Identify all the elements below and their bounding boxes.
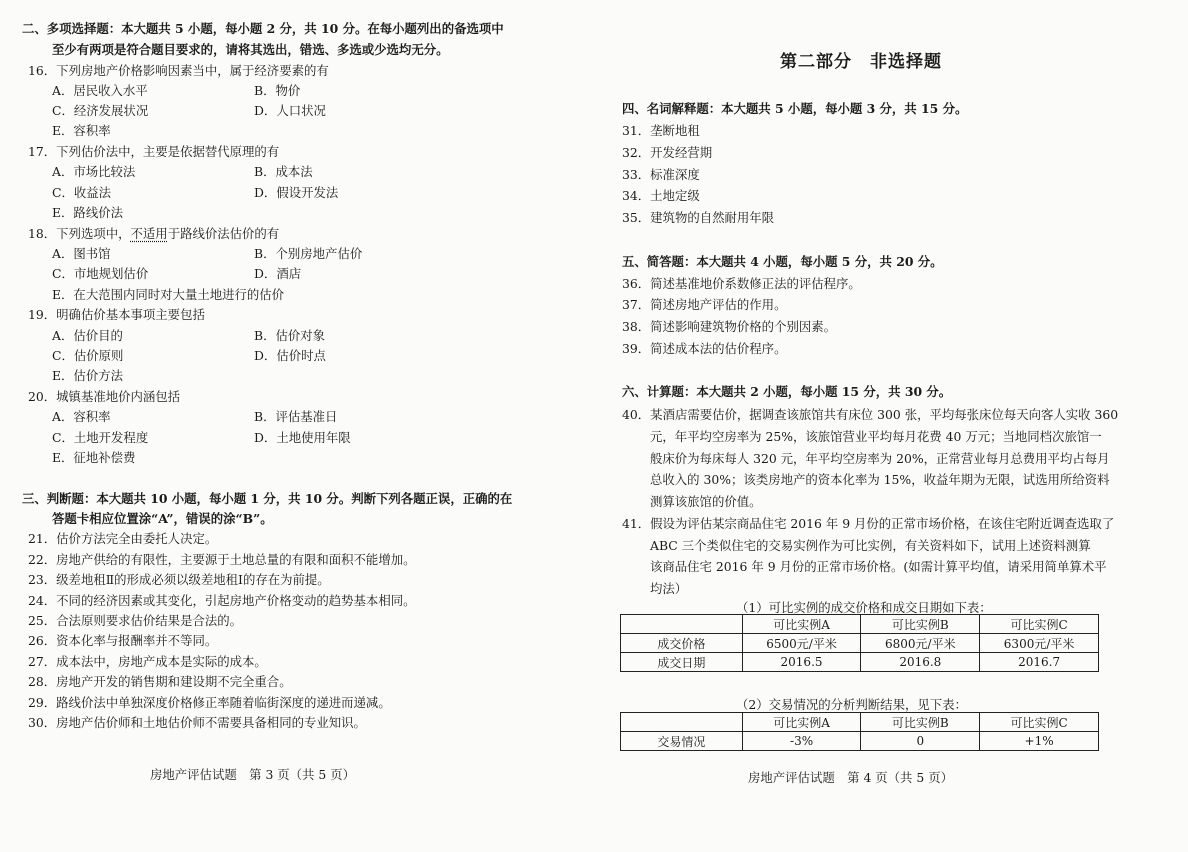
table-cell: 可比实例B xyxy=(861,713,980,732)
question-38: 38．简述影响建筑物价格的个别因素。 xyxy=(622,319,837,334)
question-24: 24．不同的经济因素或其变化，引起房地产价格变动的趋势基本相同。 xyxy=(28,593,416,608)
section-4-title: 四、名词解释题：本大题共 5 小题，每小题 3 分，共 15 分。 xyxy=(622,101,968,116)
q18-option-b: B．个别房地产估价 xyxy=(254,246,363,261)
q17-option-c: C．收益法 xyxy=(52,185,112,200)
q17-option-a: A．市场比较法 xyxy=(52,164,136,179)
q18-option-e: E．在大范围内同时对大量土地进行的估价 xyxy=(52,287,285,302)
question-29: 29．路线价法中单独深度价格修正率随着临街深度的递进而递减。 xyxy=(28,695,391,710)
table-cell: 可比实例C xyxy=(980,615,1099,634)
question-40-line2: 元，年平均空房率为 25%，该旅馆营业平均每月花费 40 万元；当地同档次旅馆一 xyxy=(650,429,1102,444)
q19-option-a: A．估价目的 xyxy=(52,328,123,343)
q18-option-a: A．图书馆 xyxy=(52,246,111,261)
q17-option-b: B．成本法 xyxy=(254,164,313,179)
question-40-line1: 40．某酒店需要估价，据调查该旅馆共有床位 300 张，平均每张床位每天向客人实收 360 xyxy=(622,407,1119,422)
right-page xyxy=(594,0,1188,852)
q17-option-e: E．路线价法 xyxy=(52,205,123,220)
question-17: 17．下列估价法中，主要是依据替代原理的有 xyxy=(28,144,280,159)
table-cell: 6300元/平米 xyxy=(980,634,1099,653)
page-footer-3: 房地产评估试题 第 3 页（共 5 页） xyxy=(150,767,355,782)
page-footer-4: 房地产评估试题 第 4 页（共 5 页） xyxy=(748,770,953,785)
question-26: 26．资本化率与报酬率并不等同。 xyxy=(28,633,218,648)
q20-option-d: D．土地使用年限 xyxy=(254,430,351,445)
q18-emphasis: 不适用 xyxy=(130,226,168,241)
q20-option-b: B．评估基准日 xyxy=(254,409,338,424)
q16-option-c: C．经济发展状况 xyxy=(52,103,149,118)
table-cell: +1% xyxy=(980,732,1099,751)
table-cell: 6800元/平米 xyxy=(861,634,980,653)
q19-option-b: B．估价对象 xyxy=(254,328,326,343)
table-cell: 交易情况 xyxy=(621,732,743,751)
table-1-header-row xyxy=(621,615,1099,634)
question-41-line3: 该商品住宅 2016 年 9 月份的正常市场价格。(如需计算平均值，请采用简单算术平 xyxy=(650,559,1107,574)
table-row xyxy=(621,653,1099,672)
table-cell: 可比实例B xyxy=(861,615,980,634)
q18-option-d: D．酒店 xyxy=(254,266,302,281)
question-21: 21．估价方法完全由委托人决定。 xyxy=(28,531,218,546)
question-41-line1: 41．假设为评估某宗商品住宅 2016 年 9 月份的正常市场价格，在该住宅附近调查选取了 xyxy=(622,516,1115,531)
q16-option-b: B．物价 xyxy=(254,83,301,98)
q17-option-d: D．假设开发法 xyxy=(254,185,339,200)
section-3-title-line2: 答题卡相应位置涂“A”，错误的涂“B”。 xyxy=(52,511,273,526)
q18-text-pre: 18．下列选项中， xyxy=(28,226,131,241)
q16-option-a: A．居民收入水平 xyxy=(52,83,148,98)
question-28: 28．房地产开发的销售期和建设期不完全重合。 xyxy=(28,674,292,689)
q19-option-e: E．估价方法 xyxy=(52,368,123,383)
q18-option-c: C．市地规划估价 xyxy=(52,266,149,281)
q20-option-a: A．容积率 xyxy=(52,409,111,424)
table-cell: 0 xyxy=(861,732,980,751)
question-30: 30．房地产估价师和土地估价师不需要具备相同的专业知识。 xyxy=(28,715,366,730)
table-cell: 成交日期 xyxy=(621,653,743,672)
question-40-line3: 般床价为每床每人 320 元，年平均空房率为 20%，正常营业每月总费用平均占每月 xyxy=(650,451,1110,466)
question-39: 39．简述成本法的估价程序。 xyxy=(622,341,787,356)
section-2-title-line2: 至少有两项是符合题目要求的，请将其选出，错选、多选或少选均无分。 xyxy=(52,42,449,57)
table-cell: 2016.7 xyxy=(980,653,1099,672)
question-41-line2: ABC 三个类似住宅的交易实例作为可比实例，有关资料如下，试用上述资料测算 xyxy=(650,538,1091,553)
table-2-header-row xyxy=(621,713,1099,732)
q19-option-c: C．估价原则 xyxy=(52,348,124,363)
table-cell xyxy=(621,713,743,732)
section-2-title: 二、多项选择题：本大题共 5 小题，每小题 2 分，共 10 分。在每小题列出的备选项中 xyxy=(22,21,504,36)
q18-text-post: 于路线价法估价的有 xyxy=(167,226,280,241)
question-31: 31．垄断地租 xyxy=(622,123,700,138)
table-2-caption: （2）交易情况的分析判断结果，见下表： xyxy=(736,697,967,712)
question-34: 34．土地定级 xyxy=(622,188,700,203)
table-cell: 可比实例C xyxy=(980,713,1099,732)
question-33: 33．标准深度 xyxy=(622,167,700,182)
table-1-caption: （1）可比实例的成交价格和成交日期如下表： xyxy=(736,600,992,615)
question-35: 35．建筑物的自然耐用年限 xyxy=(622,210,775,225)
part-2-title: 第二部分 非选择题 xyxy=(780,52,942,72)
table-cell: 6500元/平米 xyxy=(742,634,861,653)
q16-option-e: E．容积率 xyxy=(52,123,111,138)
question-27: 27．成本法中，房地产成本是实际的成本。 xyxy=(28,654,267,669)
question-40-line5: 测算该旅馆的价值。 xyxy=(650,494,762,509)
question-25: 25．合法原则要求估价结果是合法的。 xyxy=(28,613,243,628)
table-cell xyxy=(621,615,743,634)
section-5-title: 五、简答题：本大题共 4 小题，每小题 5 分，共 20 分。 xyxy=(622,254,943,269)
table-cell: 可比实例A xyxy=(742,713,861,732)
section-6-title: 六、计算题：本大题共 2 小题，每小题 15 分，共 30 分。 xyxy=(622,384,952,399)
table-cell: 2016.5 xyxy=(742,653,861,672)
q20-option-e: E．征地补偿费 xyxy=(52,450,136,465)
q20-option-c: C．土地开发程度 xyxy=(52,430,149,445)
table-row xyxy=(621,634,1099,653)
table-row xyxy=(621,732,1099,751)
table-cell: 成交价格 xyxy=(621,634,743,653)
question-20: 20．城镇基准地价内涵包括 xyxy=(28,389,181,404)
q16-option-d: D．人口状况 xyxy=(254,103,326,118)
table-1 xyxy=(620,614,1099,672)
section-3-title: 三、判断题：本大题共 10 小题，每小题 1 分，共 10 分。判断下列各题正误，正确的在 xyxy=(22,491,513,506)
table-cell: 可比实例A xyxy=(742,615,861,634)
question-41-line4: 均法） xyxy=(650,581,688,596)
table-cell: 2016.8 xyxy=(861,653,980,672)
question-19: 19．明确估价基本事项主要包括 xyxy=(28,307,205,322)
question-23: 23．级差地租Ⅱ的形成必须以级差地租Ⅰ的存在为前提。 xyxy=(28,572,330,587)
question-37: 37．简述房地产评估的作用。 xyxy=(622,297,787,312)
question-36: 36．简述基准地价系数修正法的评估程序。 xyxy=(622,276,861,291)
q19-option-d: D．估价时点 xyxy=(254,348,326,363)
question-18 xyxy=(28,225,279,242)
question-40-line4: 总收入的 30%；该类房地产的资本化率为 15%，收益年期为无限，试选用所给资料 xyxy=(650,472,1110,487)
table-cell: -3% xyxy=(742,732,861,751)
question-16: 16．下列房地产价格影响因素当中，属于经济要素的有 xyxy=(28,63,329,78)
question-32: 32．开发经营期 xyxy=(622,145,713,160)
question-22: 22．房地产供给的有限性，主要源于土地总量的有限和面积不能增加。 xyxy=(28,552,416,567)
table-2 xyxy=(620,712,1099,751)
